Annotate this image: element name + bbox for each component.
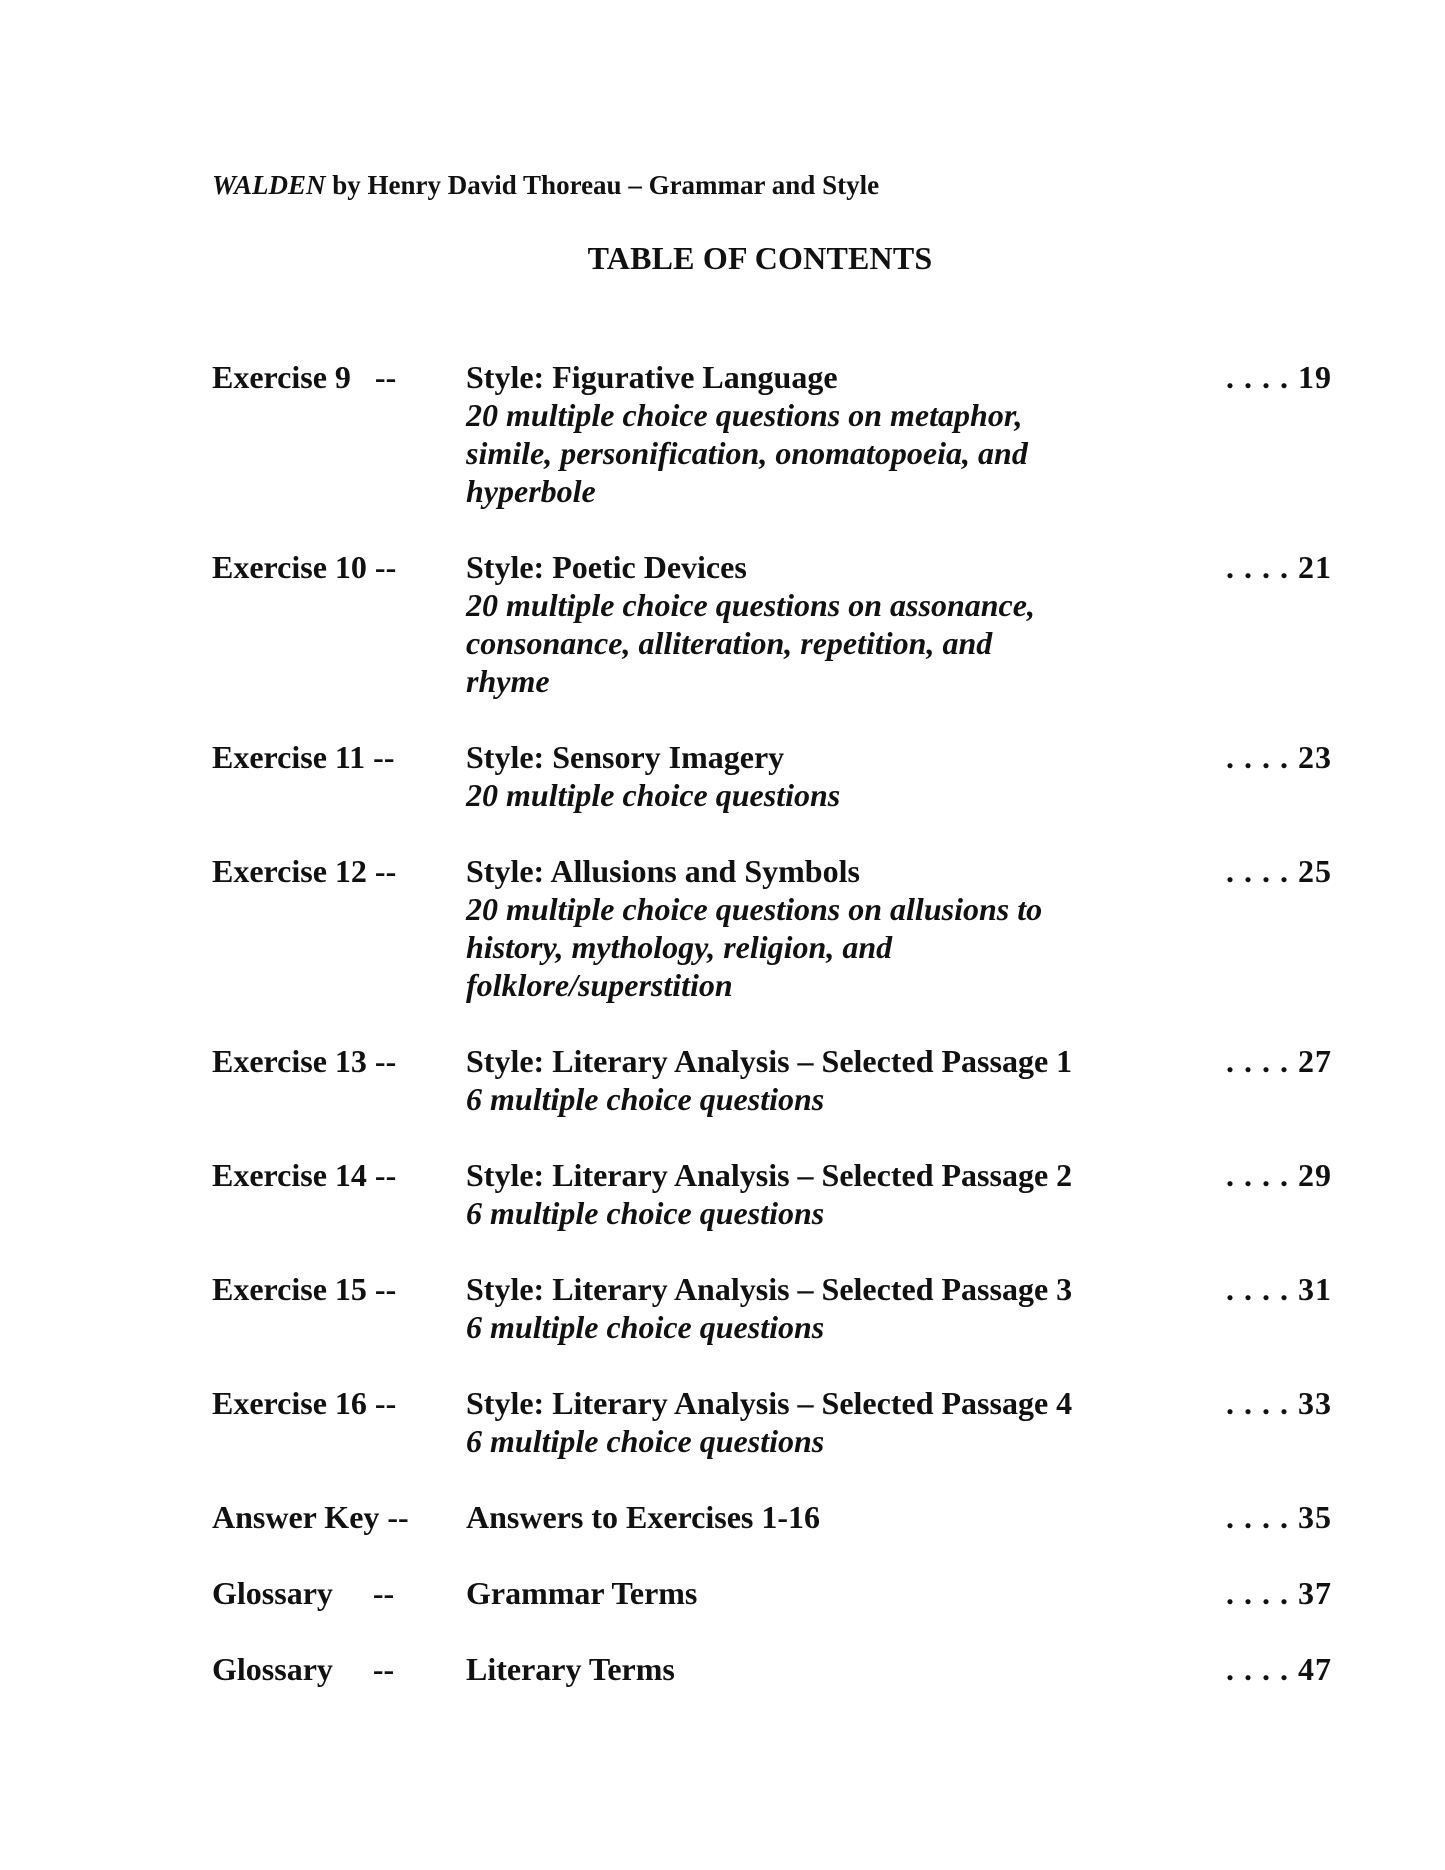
toc-entry-description-line: history, mythology, religion, and <box>466 929 893 965</box>
toc-entry-heading: Style: Literary Analysis – Selected Passage 3 <box>466 1271 1073 1307</box>
toc-entry-heading: Style: Allusions and Symbols <box>466 853 860 889</box>
toc-entry-heading: Answers to Exercises 1-16 <box>466 1499 821 1535</box>
toc-entry-description-line: 20 multiple choice questions on allusions to <box>466 891 1043 927</box>
toc-entry-heading: Style: Literary Analysis – Selected Passage 4 <box>466 1385 1073 1421</box>
toc-entry-heading: Style: Poetic Devices <box>466 549 747 585</box>
toc-entry-description <box>466 586 1066 700</box>
toc-entry-page-number: . . . . 31 <box>1226 1271 1332 1307</box>
toc-entry-label: Exercise 9 -- <box>212 359 397 395</box>
toc-entry-heading: Style: Literary Analysis – Selected Passage 1 <box>466 1043 1073 1079</box>
toc-entry-description <box>466 1080 1066 1118</box>
toc-entry-page-number: . . . . 29 <box>1226 1157 1332 1193</box>
toc-entry-description-line: simile, personification, onomatopoeia, and <box>466 435 1028 471</box>
toc-entry-label: Glossary -- <box>212 1575 395 1611</box>
toc-entry-description <box>466 776 1066 814</box>
toc-entry-page-number: . . . . 25 <box>1226 853 1332 889</box>
toc-entry-label: Glossary -- <box>212 1651 395 1687</box>
toc-entry-description-line: consonance, alliteration, repetition, and <box>466 625 993 661</box>
toc-entry-heading: Grammar Terms <box>466 1575 698 1611</box>
toc-entry-page-number: . . . . 33 <box>1226 1385 1332 1421</box>
toc-entry-label: Exercise 11 -- <box>212 739 395 775</box>
toc-entry-description-line: 6 multiple choice questions <box>466 1195 825 1231</box>
toc-entry-heading: Literary Terms <box>466 1651 675 1687</box>
toc-entry-description <box>466 396 1066 510</box>
running-header <box>212 170 879 201</box>
toc-entry-page-number: . . . . 23 <box>1226 739 1332 775</box>
toc-entry-label: Exercise 13 -- <box>212 1043 397 1079</box>
toc-entry-page-number: . . . . 37 <box>1226 1575 1332 1611</box>
toc-entry-description-line: 20 multiple choice questions <box>466 777 841 813</box>
toc-entry-page-number: . . . . 35 <box>1226 1499 1332 1535</box>
toc-entry-description <box>466 1194 1066 1232</box>
book-title: WALDEN <box>212 170 326 200</box>
toc-entry-page-number: . . . . 27 <box>1226 1043 1332 1079</box>
toc-entry-heading: Style: Sensory Imagery <box>466 739 785 775</box>
toc-entry-heading: Style: Figurative Language <box>466 359 838 395</box>
toc-entry-label: Exercise 16 -- <box>212 1385 397 1421</box>
toc-entry-description-line: 6 multiple choice questions <box>466 1081 825 1117</box>
toc-entry-label: Exercise 10 -- <box>212 549 397 585</box>
toc-entry-description-line: rhyme <box>466 663 550 699</box>
toc-entry-description-line: 20 multiple choice questions on assonance, <box>466 587 1035 623</box>
toc-entry-description-line: hyperbole <box>466 473 596 509</box>
toc-entry-description-line: 20 multiple choice questions on metaphor, <box>466 397 1023 433</box>
toc-entry-label: Exercise 14 -- <box>212 1157 397 1193</box>
header-rest: by Henry David Thoreau – Grammar and Style <box>325 170 880 200</box>
toc-entry-description-line: 6 multiple choice questions <box>466 1423 825 1459</box>
toc-entry-description <box>466 890 1066 1004</box>
toc-entry-label: Answer Key -- <box>212 1499 409 1535</box>
toc-entry-description-line: folklore/superstition <box>466 967 733 1003</box>
toc-entry-page-number: . . . . 19 <box>1226 359 1332 395</box>
toc-entry-description-line: 6 multiple choice questions <box>466 1309 825 1345</box>
toc-entry-page-number: . . . . 21 <box>1226 549 1332 585</box>
toc-entry-label: Exercise 15 -- <box>212 1271 397 1307</box>
page-title: TABLE OF CONTENTS <box>587 240 933 276</box>
toc-entry-page-number: . . . . 47 <box>1226 1651 1332 1687</box>
toc-entry-label: Exercise 12 -- <box>212 853 397 889</box>
toc-entry-description <box>466 1308 1066 1346</box>
toc-entry-heading: Style: Literary Analysis – Selected Passage 2 <box>466 1157 1073 1193</box>
toc-entry-description <box>466 1422 1066 1460</box>
